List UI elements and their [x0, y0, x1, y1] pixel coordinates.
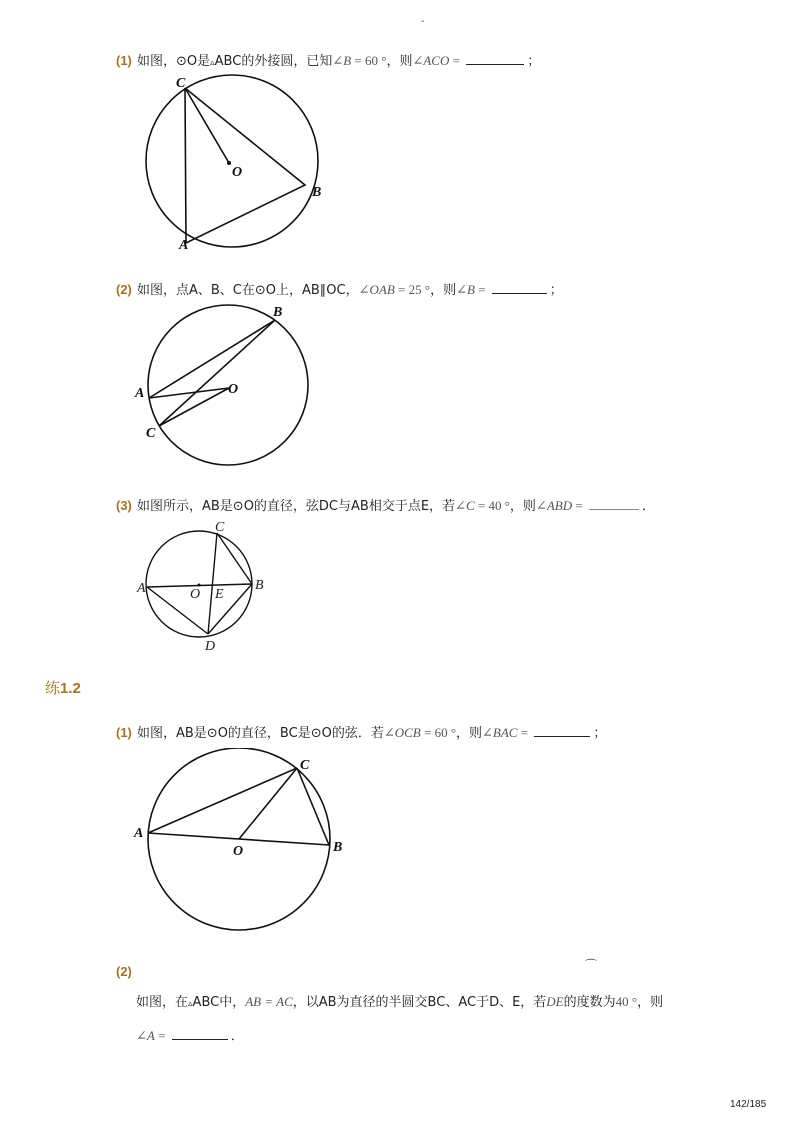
label-c: C [215, 520, 225, 535]
chord-ac [148, 768, 297, 833]
center-point [227, 161, 231, 165]
label-e: E [215, 587, 224, 602]
label-a: A [179, 238, 189, 253]
figure-q3 [132, 518, 272, 658]
answer-blank[interactable] [172, 1027, 228, 1040]
label-a: A [135, 386, 145, 401]
label-c: C [176, 76, 186, 91]
label-b: B [273, 305, 283, 320]
arc-mark: ⌒ [585, 958, 598, 972]
label-o: O [232, 165, 243, 180]
question-number: (2) [116, 282, 132, 297]
triangle-abc [185, 88, 305, 243]
figure-q4 [130, 748, 355, 938]
label-c: C [146, 426, 156, 441]
question-2 [116, 279, 563, 298]
question-text: 如图，AB是⊙O的直径，BC是⊙O的弦．若∠OCB = 60 °，则∠BAC = ； [136, 725, 607, 741]
question-number: (1) [116, 725, 132, 740]
segment-ao [149, 388, 229, 398]
question-text: 如图，⊙O是▵ABC的外接圆，已知∠B = 60 °，则∠ACO = ； [136, 53, 541, 69]
figure-q1 [130, 72, 350, 257]
chord-cd [208, 533, 217, 634]
segment-co [185, 88, 229, 163]
question-text: 如图，点A、B、C在⊙O上，AB∥OC，∠OAB = 25 °，则∠B = ； [136, 282, 563, 298]
label-c: C [300, 758, 310, 773]
answer-blank[interactable] [492, 281, 547, 294]
label-o: O [190, 587, 201, 602]
question-number: (3) [116, 498, 132, 513]
question-4 [116, 722, 606, 741]
label-a: A [134, 826, 144, 841]
question-5-number-row [116, 961, 132, 980]
segment-co [239, 768, 297, 839]
answer-blank[interactable] [534, 724, 590, 737]
answer-blank[interactable] [466, 52, 524, 65]
label-b: B [312, 185, 322, 200]
question-5-text-line2: ∠A = ． [136, 1028, 244, 1044]
question-number: (1) [116, 53, 132, 68]
header-mark: - [421, 16, 425, 27]
label-o: O [233, 844, 244, 859]
question-1 [116, 50, 540, 69]
label-b: B [333, 840, 343, 855]
chord-cb [217, 533, 252, 584]
section-heading: 练1.2 [45, 679, 81, 697]
question-number: (2) [116, 964, 132, 979]
label-a: A [137, 581, 146, 596]
label-o: O [228, 382, 239, 397]
chord-cb [159, 320, 275, 426]
question-5-text: 如图，在▵ABC中，AB = AC，以AB为直径的半圆交BC、AC于D、E，若DE的度数为40 °，则 [136, 994, 664, 1010]
answer-blank[interactable] [589, 497, 639, 510]
label-d: D [205, 639, 216, 654]
question-text: 如图所示，AB是⊙O的直径，弦DC与AB相交于点E，若∠C = 40 °，则∠ABD = ． [136, 498, 655, 514]
question-3 [116, 495, 655, 514]
label-b: B [255, 578, 264, 593]
page-number: 142/185 [730, 1099, 767, 1110]
figure-q2 [130, 300, 330, 472]
